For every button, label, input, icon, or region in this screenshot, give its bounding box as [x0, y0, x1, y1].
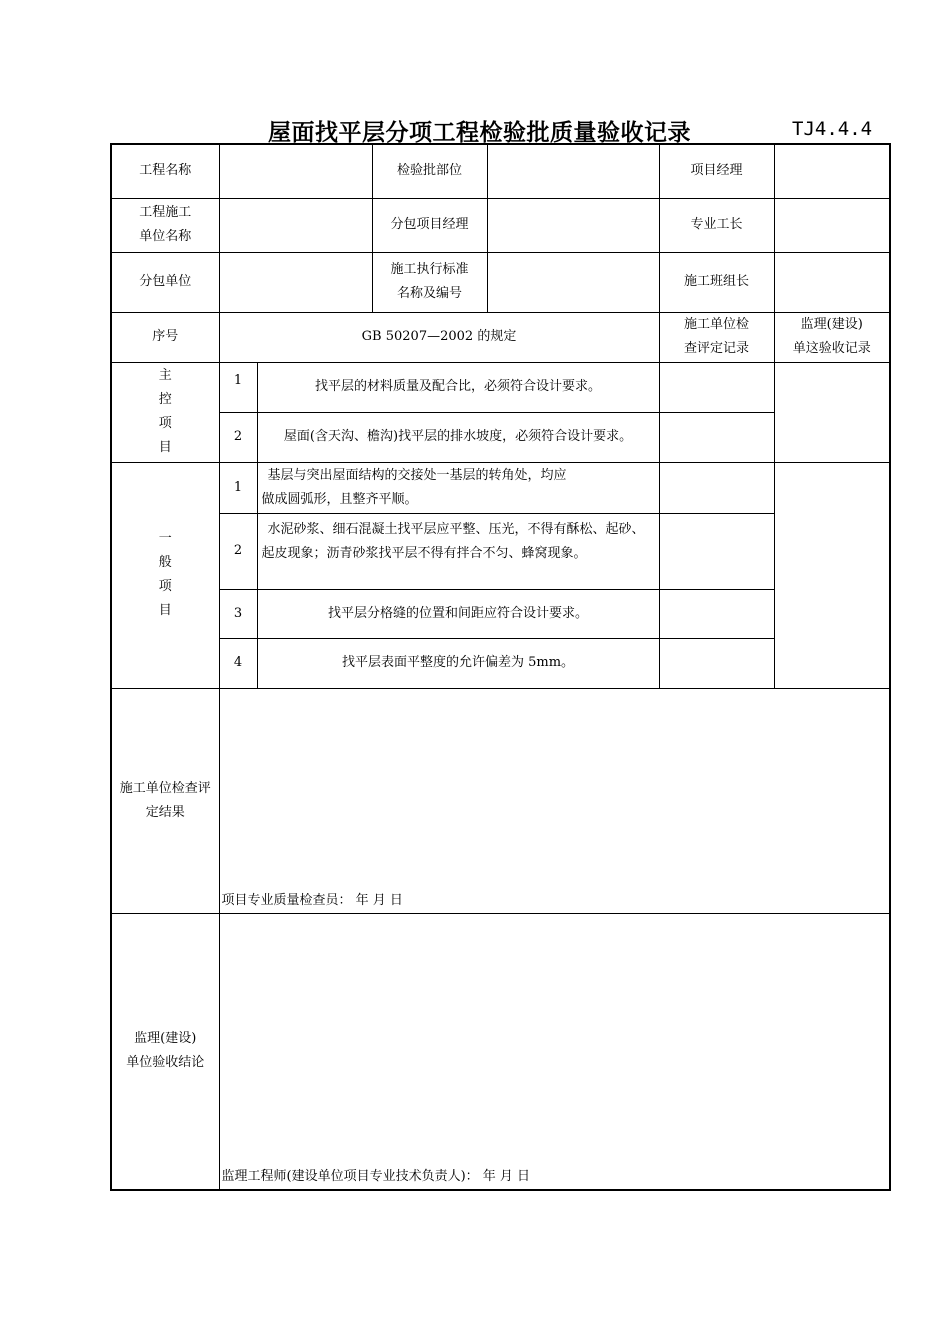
foreman-label: 专业工长: [659, 198, 774, 252]
general-item-2-num: 2: [219, 513, 257, 589]
general-supervisor-record[interactable]: [774, 462, 890, 688]
general-item-1-line2: 做成圆弧形，且整齐平顺。: [261, 491, 418, 507]
general-item-1-line1: 基层与突出屋面结构的交接处一基层的转角处，均应: [267, 467, 567, 483]
main-control-item-2-text: 屋面(含天沟、檐沟)找平层的排水坡度，必须符合设计要求。: [257, 412, 659, 462]
main-control-char-4: 目: [158, 440, 172, 455]
contractor-value[interactable]: [219, 198, 372, 252]
sub-project-manager-value[interactable]: [487, 198, 659, 252]
supervisor-check-header-line2: 单这验收记录: [792, 341, 871, 356]
main-control-row-2: [111, 412, 890, 462]
supervisor-result-area[interactable]: [219, 913, 890, 1190]
general-item-2-contractor-record[interactable]: [659, 513, 774, 589]
main-control-item-1-num: 1: [219, 362, 257, 412]
contractor-result-label-line1: 施工单位检查评: [119, 780, 211, 796]
general-row-4: [111, 638, 890, 688]
supervisor-check-header-line1: 监理(建设): [800, 317, 863, 332]
main-control-char-1: 主: [158, 368, 172, 383]
general-item-2-text: [257, 513, 659, 589]
general-item-3-text: 找平层分格缝的位置和间距应符合设计要求。: [257, 589, 659, 638]
standard-label-line2: 名称及编号: [396, 286, 462, 301]
main-control-supervisor-record[interactable]: [774, 362, 890, 462]
contractor-label-line1: 工程施工: [139, 205, 192, 220]
subcontractor-label: 分包单位: [111, 252, 219, 312]
contractor-check-header-line1: 施工单位检: [683, 317, 749, 332]
project-name-value[interactable]: [219, 144, 372, 198]
general-item-3-contractor-record[interactable]: [659, 589, 774, 638]
main-control-item-2-contractor-record[interactable]: [659, 412, 774, 462]
general-label: [111, 462, 219, 688]
form-title: 屋面找平层分项工程检验批质量验收记录: [268, 119, 691, 146]
general-row-1: [111, 462, 890, 513]
general-item-4-contractor-record[interactable]: [659, 638, 774, 688]
main-control-char-2: 控: [158, 392, 172, 407]
contractor-check-header-line2: 查评定记录: [683, 341, 749, 356]
general-char-4: 目: [158, 603, 172, 618]
main-control-row-1: [111, 362, 890, 412]
project-name-label: 工程名称: [111, 144, 219, 198]
contractor-result-label-line2: 定结果: [145, 804, 185, 820]
supervisor-check-header: [774, 312, 890, 362]
foreman-value[interactable]: [774, 198, 890, 252]
main-control-item-1-contractor-record[interactable]: [659, 362, 774, 412]
contractor-label: [111, 198, 219, 252]
supervisor-result-label-line2: 单位验收结论: [126, 1055, 205, 1071]
contractor-signature-line: 项目专业质量检查员： 年 月 日: [221, 892, 403, 908]
inspection-lot-label: 检验批部位: [372, 144, 487, 198]
standard-label: [372, 252, 487, 312]
general-char-1: 一: [158, 531, 172, 546]
general-item-3-num: 3: [219, 589, 257, 638]
general-item-4-num: 4: [219, 638, 257, 688]
standard-label-line1: 施工执行标准: [390, 262, 469, 277]
subcontractor-value[interactable]: [219, 252, 372, 312]
general-item-1-text: [257, 462, 659, 513]
main-control-item-2-num: 2: [219, 412, 257, 462]
general-row-3: [111, 589, 890, 638]
contractor-check-header: [659, 312, 774, 362]
main-control-label: [111, 362, 219, 462]
sub-project-manager-label: 分包项目经理: [372, 198, 487, 252]
project-manager-label: 项目经理: [659, 144, 774, 198]
supervisor-result-row: [111, 913, 890, 1190]
contractor-result-area[interactable]: [219, 688, 890, 913]
general-item-1-contractor-record[interactable]: [659, 462, 774, 513]
general-item-4-text: 找平层表面平整度的允许偏差为 5mm。: [257, 638, 659, 688]
info-row-subcontractor: [111, 252, 890, 312]
general-row-2: [111, 513, 890, 589]
inspection-lot-value[interactable]: [487, 144, 659, 198]
main-control-char-3: 项: [158, 416, 172, 431]
general-char-2: 般: [158, 555, 172, 570]
general-item-1-num: 1: [219, 462, 257, 513]
team-leader-value[interactable]: [774, 252, 890, 312]
column-header-row: [111, 312, 890, 362]
general-item-2-line2: 起皮现象；沥青砂浆找平层不得有拌合不匀、蜂窝现象。: [261, 545, 587, 561]
seq-header: 序号: [111, 312, 219, 362]
team-leader-label: 施工班组长: [659, 252, 774, 312]
spec-header: GB 50207—2002 的规定: [219, 312, 659, 362]
project-manager-value[interactable]: [774, 144, 890, 198]
contractor-label-line2: 单位名称: [139, 229, 192, 244]
main-control-item-1-text: 找平层的材料质量及配合比，必须符合设计要求。: [257, 362, 659, 412]
supervisor-signature-line: 监理工程师(建设单位项目专业技术负责人)： 年 月 日: [221, 1169, 531, 1184]
supervisor-result-label: [111, 913, 219, 1190]
supervisor-result-label-line1: 监理(建设): [134, 1031, 197, 1047]
general-char-3: 项: [158, 579, 172, 594]
info-row-project: [111, 144, 890, 198]
general-item-2-line1: 水泥砂浆、细石混凝土找平层应平整、压光，不得有酥松、起砂、: [267, 521, 645, 537]
form-code: TJ4.4.4: [792, 118, 873, 140]
inspection-record-table: [110, 143, 891, 1191]
contractor-result-row: [111, 688, 890, 913]
standard-value[interactable]: [487, 252, 659, 312]
info-row-contractor: [111, 198, 890, 252]
contractor-result-label: [111, 688, 219, 913]
